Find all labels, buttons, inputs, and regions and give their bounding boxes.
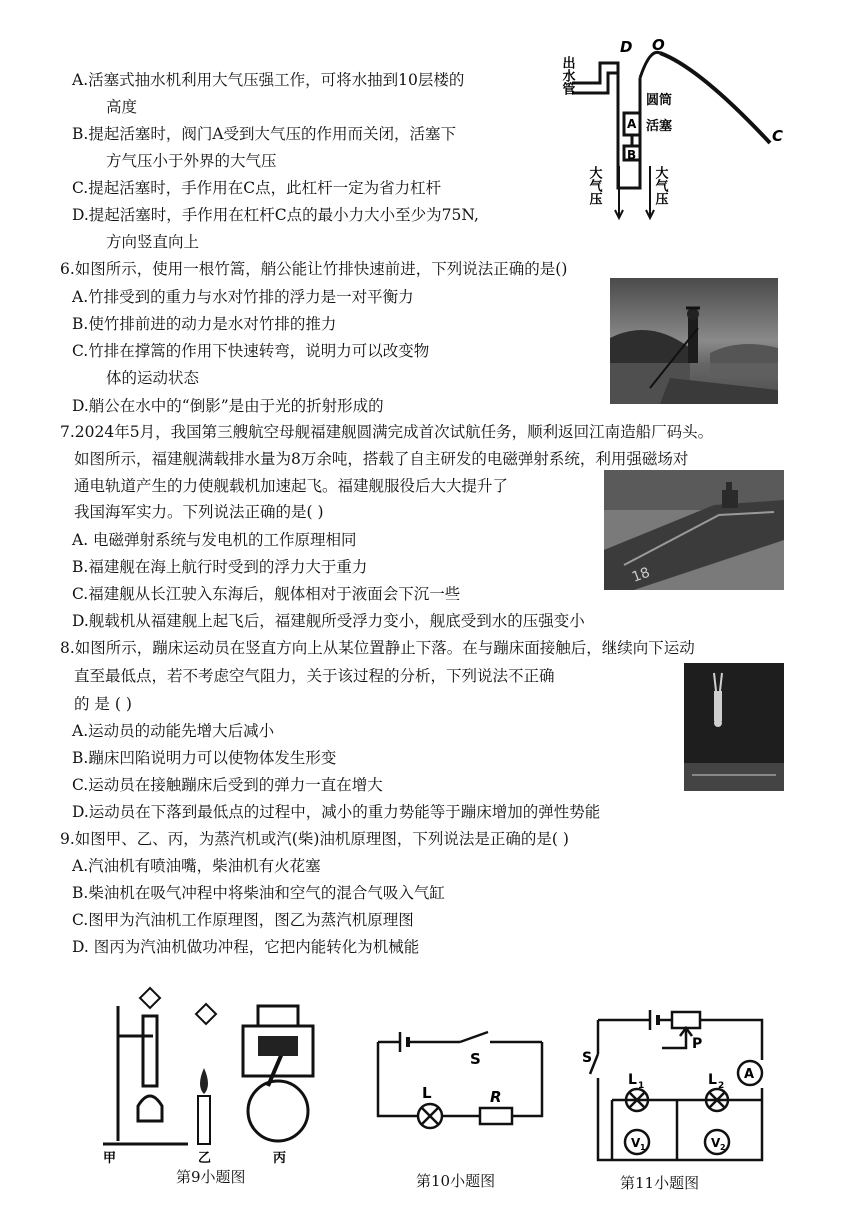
q8-option-b: B.蹦床凹陷说明力可以使物体发生形变 xyxy=(72,749,337,767)
label-c: C xyxy=(772,127,784,145)
q9-option-a: A.汽油机有喷油嘴，柴油机有火花塞 xyxy=(72,857,321,875)
q6-stem: 6.如图所示，使用一根竹篙，艄公能让竹排快速前进，下列说法正确的是() xyxy=(60,260,568,278)
q7-option-b: B.福建舰在海上航行时受到的浮力大于重力 xyxy=(72,558,368,576)
label-atm-left: 大气压 xyxy=(586,166,602,205)
label-o: O xyxy=(652,38,665,54)
label-cylinder: 圆筒 xyxy=(646,93,673,108)
fig11-label-l2-sub: 2 xyxy=(718,1081,725,1091)
q5-option-c: C.提起活塞时，手作用在C点，此杠杆一定为省力杠杆 xyxy=(72,179,442,197)
fig11-label-a: A xyxy=(744,1067,755,1082)
label-atm-right: 大气压 xyxy=(652,166,668,205)
aircraft-carrier-photo xyxy=(604,470,784,590)
fig9-caption: 第9小题图 xyxy=(176,1168,246,1186)
q6-option-a: A.竹排受到的重力与水对竹排的浮力是一对平衡力 xyxy=(72,288,414,306)
pump-lever-figure xyxy=(560,38,790,228)
q5-option-a-cont: 高度 xyxy=(106,98,138,116)
label-b: B xyxy=(627,148,637,162)
q8-option-a: A.运动员的动能先增大后减小 xyxy=(72,722,275,740)
q6-option-c-cont: 体的运动状态 xyxy=(106,369,200,387)
q6-option-d: D.艄公在水中的“倒影”是由于光的折射形成的 xyxy=(72,397,384,415)
q7-option-a: A. 电磁弹射系统与发电机的工作原理相同 xyxy=(72,531,357,549)
fig9-engines xyxy=(98,976,318,1166)
fig9-label-yi: 乙 xyxy=(198,1151,212,1166)
q7-option-d: D.舰载机从福建舰上起飞后，福建舰所受浮力变小，舰底受到水的压强变小 xyxy=(72,612,585,630)
q5-option-b-cont: 方气压小于外界的大气压 xyxy=(106,152,277,170)
q8-option-c: C.运动员在接触蹦床后受到的弹力一直在增大 xyxy=(72,776,383,794)
fig9-label-bing: 丙 xyxy=(273,1151,287,1166)
q6-option-b: B.使竹排前进的动力是水对竹排的推力 xyxy=(72,315,337,333)
q8-stem-2: 直至最低点，若不考虑空气阻力，关于该过程的分析，下列说法不正确 xyxy=(74,667,555,685)
fig11-label-l1-sub: 1 xyxy=(638,1081,645,1091)
q8-option-d: D.运动员在下落到最低点的过程中，减小的重力势能等于蹦床增加的弹性势能 xyxy=(72,803,601,821)
q7-option-c: C.福建舰从长江驶入东海后，舰体相对于液面会下沉一些 xyxy=(72,585,461,603)
label-piston: 活塞 xyxy=(646,119,673,134)
q5-option-b: B.提起活塞时，阀门A受到大气压的作用而关闭，活塞下 xyxy=(72,125,457,143)
q6-option-c: C.竹排在撑篙的作用下快速转弯，说明力可以改变物 xyxy=(72,342,430,360)
q9-stem: 9.如图甲、乙、丙，为蒸汽机或汽(柴)油机原理图，下列说法是正确的是( ) xyxy=(60,830,569,848)
q7-stem-2: 如图所示，福建舰满载排水量为8万余吨，搭载了自主研发的电磁弹射系统，利用强磁场对 xyxy=(74,450,689,468)
fig11-label-s: S xyxy=(582,1050,593,1066)
q5-option-a: A.活塞式抽水机利用大气压强工作，可将水抽到10层楼的 xyxy=(72,71,465,89)
fig11-caption: 第11小题图 xyxy=(620,1174,700,1192)
q9-option-c: C.图甲为汽油机工作原理图，图乙为蒸汽机原理图 xyxy=(72,911,414,929)
trampoline-photo xyxy=(684,663,784,791)
fig11-label-v1-sub: 1 xyxy=(640,1143,646,1152)
fig9-label-jia: 甲 xyxy=(103,1151,117,1166)
bamboo-raft-photo xyxy=(610,278,778,404)
fig11-label-v2: V xyxy=(711,1136,721,1150)
q7-stem-1: 7.2024年5月，我国第三艘航空母舰福建舰圆满完成首次试航任务，顺利返回江南造船厂码头。 xyxy=(60,423,714,441)
fig11-circuit xyxy=(582,1000,782,1170)
q5-option-d: D.提起活塞时，手作用在杠杆C点的最小力大小至少为75N, xyxy=(72,206,479,224)
q9-option-d: D. 图丙为汽油机做功冲程，它把内能转化为机械能 xyxy=(72,938,420,956)
q7-stem-4: 我国海军实力。下列说法正确的是( ) xyxy=(74,503,324,521)
fig10-label-l: L xyxy=(422,1084,432,1102)
fig11-label-v1: V xyxy=(631,1136,641,1150)
svg-text:18: 18 xyxy=(629,564,653,586)
fig10-label-s: S xyxy=(470,1050,481,1068)
fig10-circuit xyxy=(370,1028,550,1138)
fig11-label-v2-sub: 2 xyxy=(720,1143,726,1152)
q7-stem-3: 通电轨道产生的力使舰载机加速起飞。福建舰服役后大大提升了 xyxy=(74,477,509,495)
fig11-label-p: P xyxy=(692,1036,703,1052)
q5-option-d-cont: 方向竖直向上 xyxy=(106,233,200,251)
q9-option-b: B.柴油机在吸气冲程中将柴油和空气的混合气吸入气缸 xyxy=(72,884,445,902)
q8-stem-1: 8.如图所示，蹦床运动员在竖直方向上从某位置静止下落。在与蹦床面接触后，继续向下运动 xyxy=(60,639,695,657)
fig11-label-l1: L xyxy=(628,1072,637,1088)
label-outlet: 出水管 xyxy=(560,56,575,95)
label-a: A xyxy=(627,117,637,131)
label-d: D xyxy=(620,38,633,56)
fig10-caption: 第10小题图 xyxy=(416,1172,496,1190)
fig11-label-l2: L xyxy=(708,1072,717,1088)
q8-stem-3: 的 是 ( ) xyxy=(74,695,132,713)
fig10-label-r: R xyxy=(490,1088,502,1106)
